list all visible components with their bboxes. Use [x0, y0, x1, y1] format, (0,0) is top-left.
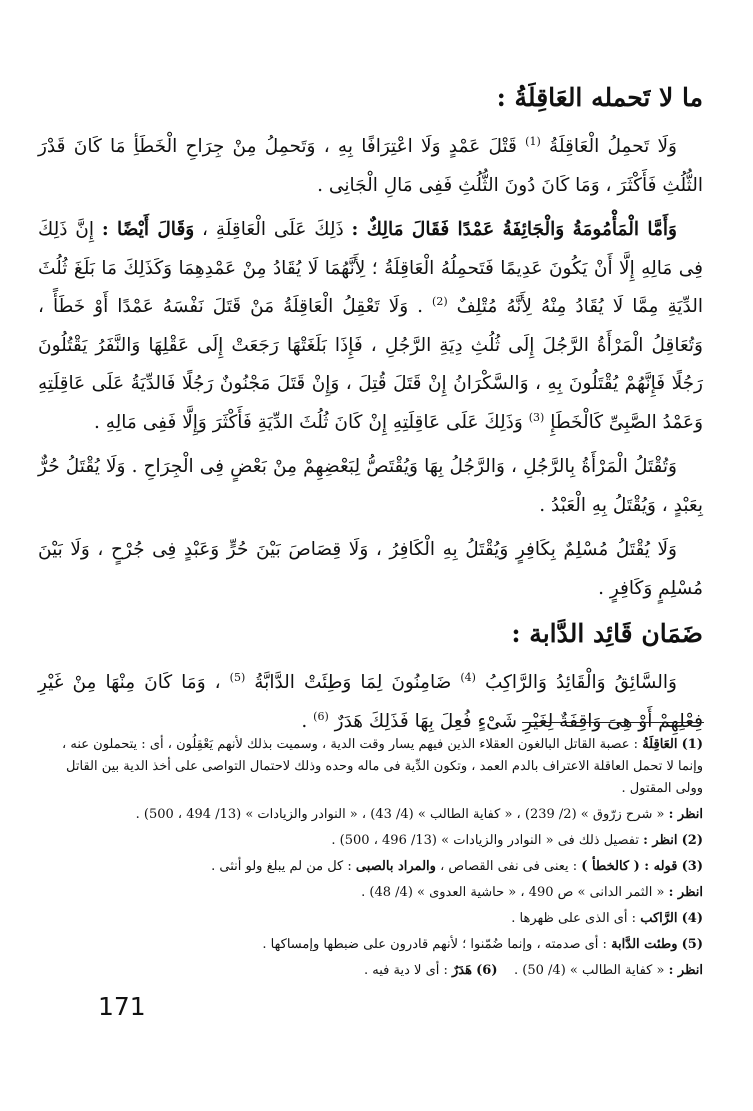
footnote-6-term: هَدَرٌ — [452, 963, 472, 978]
footnote-3-text-2: : كل من لم يبلغ ولو أنثى . — [211, 859, 352, 874]
main-text — [38, 78, 703, 747]
footnote-3-ref-text: « الثمر الدانى » ص 490 ، « حاشية العدوى » (4/ 48) . — [361, 885, 665, 900]
footnote-1-ref-label: انظر : — [668, 807, 703, 822]
footnotes — [38, 734, 703, 986]
footnote-divider — [522, 722, 704, 723]
paragraph-4: وَلَا يُقْتَلُ مُسْلِمٌ بِكَافِرٍ وَيُقْتَلُ بِهِ الْكَافِرُ ، وَلَا قِصَاصَ بَيْنَ حُرٍّ وَعَبْدٍ فِى جُرْحٍ ، وَلَا بَيْنَ مُسْلِمٍ وَكَافِرٍ . — [38, 539, 703, 599]
p2-text-3: . وَلَا تَعْقِلُ الْعَاقِلَةُ مَنْ قَتَلَ نَفْسَهُ عَمْدًا أَوْ خَطَأً ، وَتُعَاقِلُ الْمَرْأَةُ الرَّجُلَ إِلَى ثُلُثِ دِيَةِ الرَّجُلِ ، فَإِذَا بَلَغَتْهَا رَجَعَتْ إِلَى عَقْلِهَا وَالنَّفَرُ يَقْتُلُونَ رَجُلًا فَإِنَّهُمْ يُقْتَلُونَ بِهِ ، وَالسَّكْرَانُ إِنْ قَتَلَ قُتِلَ ، وَإِنْ قَتَلَ مَجْنُونٌ رَجُلًا فَالدِّيَةُ عَلَى عَاقِلَتِهِ وَعَمْدُ الصَّبِىِّ كَالْخَطَإِ — [38, 296, 703, 433]
p5-text-b: ضَامِنُونَ لِمَا وَطِئَتْ الدَّابَّةُ — [254, 672, 452, 693]
p2-text-1: ذَلِكَ عَلَى الْعَاقِلَةِ ، — [202, 219, 344, 240]
footnote-2-label: انظر : — [643, 833, 678, 848]
footnote-4 — [38, 908, 703, 930]
p5-text-d: . — [301, 710, 308, 732]
footnote-1-text: : عصبة القاتل البالغون العقلاء الذين فيهم يسار وقت الدية ، وسميت بذلك لأنهم يَعْقِلُون ، أى : يتحملون عنه ، وإنما لا تحمل العاقلة الاعتراف بالدم العمد ، وتكون الدِّية فى ماله وحده وذلك لاحتمال التواصى على أخذ الدية بين القاتل وولى المقتول . — [62, 737, 703, 796]
footnote-5-number: (5) — [681, 937, 703, 952]
paragraph-1 — [38, 128, 703, 205]
footnote-6-text: : أى لا دية فيه . — [364, 963, 448, 978]
footnote-ref-5: (5) — [229, 670, 246, 684]
footnote-2 — [38, 830, 703, 852]
footnote-ref-6: (6) — [313, 709, 329, 723]
footnote-ref-3: (3) — [528, 410, 545, 424]
footnote-4-number: (4) — [681, 911, 703, 926]
p2-bold-2: وَقَالَ أَيْضًا : — [101, 219, 195, 240]
footnote-6-ref-text: « كفاية الطالب » (4/ 50) . — [514, 963, 665, 978]
p5-text-c: ، وَمَا كَانَ مِنْهَا مِنْ غَيْرِ فِعْلِهِمْ أَوْ هِىَ وَاقِفَةٌ لِغَيْرِ شَىْءٍ فُعِلَ بِهَا فَذَلِكَ هَدَرٌ — [38, 672, 703, 732]
footnote-3-reference — [38, 882, 703, 904]
p5-text-a: وَالسَّائِقُ وَالْقَائِدُ وَالرَّاكِبُ — [484, 672, 677, 693]
footnote-ref-2: (2) — [432, 294, 448, 308]
footnote-6-ref-label: انظر : — [668, 963, 703, 978]
footnote-ref-4: (4) — [460, 670, 476, 684]
footnote-6-number: (6) — [476, 963, 498, 978]
footnote-1-ref-text: « شرح زرّوق » (2/ 239) ، « كفاية الطالب » (4/ 43) ، « النوادر والزيادات » (13/ 494 ، 500) . — [135, 807, 665, 822]
footnote-1-term: العَاقِلَةُ — [642, 737, 678, 752]
paragraph-2 — [38, 211, 703, 442]
section-heading-aqila: ما لا تَحمله العَاقِلَةُ : — [496, 83, 703, 112]
footnote-3-number: (3) — [681, 859, 703, 874]
footnote-2-number: (2) — [681, 833, 703, 848]
footnote-3 — [38, 856, 703, 878]
footnote-1-reference — [38, 804, 703, 826]
section-heading-animal-leader: ضَمَان قَائِد الدَّابة : — [511, 619, 703, 648]
footnote-1-number: (1) — [681, 737, 703, 752]
footnote-4-text: : أى الذى على ظهرها . — [511, 911, 637, 926]
footnote-5-text: : أى صدمته ، وإنما ضُمّنوا ؛ لأنهم قادرون على ضبطها وإمساكها . — [262, 937, 607, 952]
footnote-4-term: الرَّاكب — [640, 911, 678, 926]
p1-text-b: قَتْلَ عَمْدٍ وَلَا اعْتِرَافًا بِهِ ، وَتَحمِلُ مِنْ جِرَاحِ الْخَطَأِ مَا كَانَ قَدْرَ الثُّلُثِ فَأَكْثَرَ ، وَمَا كَانَ دُونَ الثُّلُثِ فَفِى مَالِ الْجَانِى . — [38, 136, 703, 196]
footnote-1 — [38, 734, 703, 800]
paragraph-5 — [38, 664, 703, 741]
paragraph-3: وَتُقْتَلُ الْمَرْأَةُ بِالرَّجُلِ ، وَالرَّجُلُ بِهَا وَيُقْتَصُّ لِبَعْضِهِمْ مِنْ بَعْضٍ فِى الْجِرَاحِ . وَلَا يُقْتَلُ حُرٌّ بِعَبْدٍ ، وَيُقْتَلُ بِهِ الْعَبْدُ . — [38, 456, 703, 516]
footnote-6 — [38, 960, 703, 982]
p2-bold-1: وَأَمَّا الْمَأْمُومَةُ وَالْجَائِفَةُ عَمْدًا فَقَالَ مَالِكٌ : — [351, 219, 677, 240]
footnote-3-term: قوله : ( كالخطأ ) — [581, 859, 678, 874]
footnote-3-text: : يعنى فى نفى القصاص ، — [440, 859, 578, 874]
p2-text-4: وَذَلِكَ عَلَى عَاقِلَتِهِ إِنْ كَانَ ثُلُثَ الدِّيَةِ فَأَكْثَرَ وَإِلَّا فَفِى مَالِهِ . — [93, 411, 523, 433]
p1-text-a: وَلَا تَحمِلُ الْعَاقِلَةُ — [549, 136, 677, 157]
page-number: 171 — [98, 992, 146, 1021]
footnote-ref-1: (1) — [525, 134, 541, 148]
footnote-3-ref-label: انظر : — [668, 885, 703, 900]
footnote-5 — [38, 934, 703, 956]
footnote-3-term-2: والمراد بالصبى — [355, 859, 436, 874]
footnote-5-term: وطئت الدَّابة — [611, 937, 678, 952]
p2-text-2: إِنَّ ذَلِكَ فِى مَالِهِ إِلَّا أَنْ يَكُونَ عَدِيمًا فَتَحمِلُهُ الْعَاقِلَةُ ؛ لِأَنَّهُمَا لَا يُقَادُ مِنْ عَمْدِهِمَا وَكَذَلِكَ مَا بَلَغَ ثُلُثَ الدِّيَةِ مِمَّا لَا يُقَادُ مِنْهُ لِأَنَّهُ مُتْلِفٌ — [38, 219, 703, 317]
footnote-2-text: تفصيل ذلك فى « النوادر والزيادات » (13/ 496 ، 500) . — [331, 833, 639, 848]
